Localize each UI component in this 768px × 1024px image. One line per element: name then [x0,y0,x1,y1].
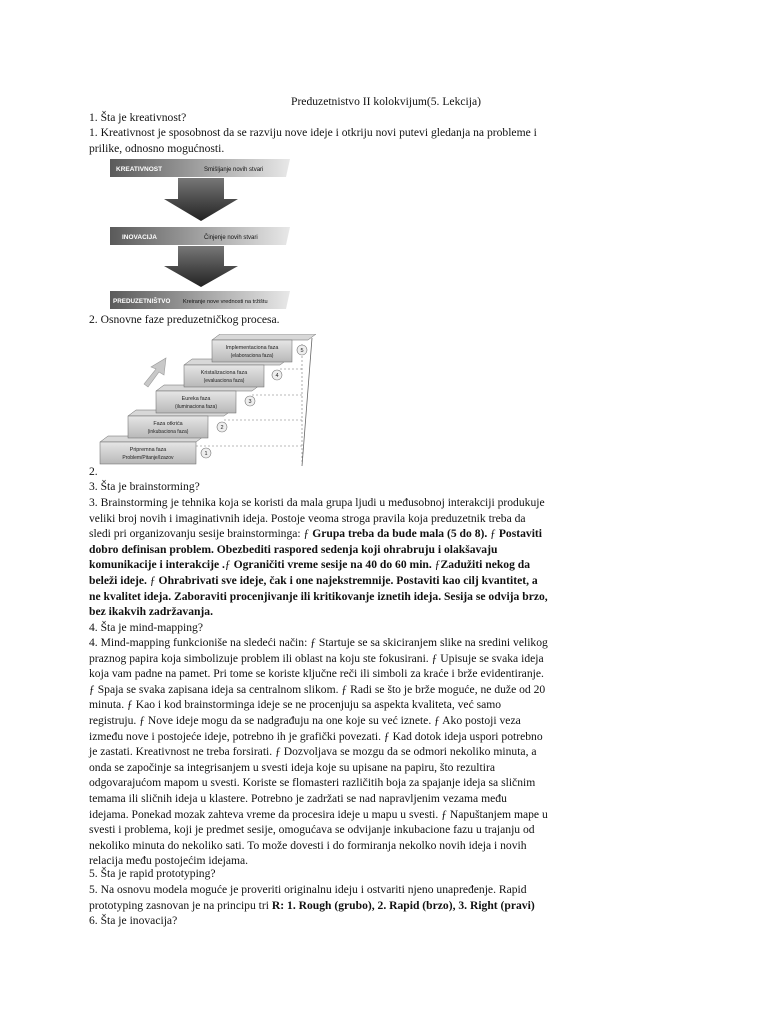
answer-1: 1. Kreativnost je sposobnost da se razviju nove ideje i otkriju novi putevi gledanja na probleme i prilike, odnosno mogućnosti. [89,126,537,155]
question-4: 4. Šta je mind-mapping? [89,621,203,634]
staircase-step-3 [156,385,260,413]
step-number: 5 [300,348,304,354]
answer-5: 5. Na osnovu modela moguće je proveriti originalnu ideju i ostvariti njeno unapređenje. Rapid prototyping zasnovan je na principu tri R: 1. Rough (grubo), 2. Rapid (brzo), 3. Right (pravi) [89,883,535,912]
step-number: 4 [275,373,279,379]
step-subtitle: (evaluaciona faza) [203,378,245,384]
step-title: Implementaciona faza [225,345,279,351]
staircase-step-4 [184,359,288,387]
down-arrow-icon [164,178,238,221]
staircase-step-5 [212,334,316,362]
diagram-bar-creativity [110,159,290,177]
step-number: 2 [220,425,224,431]
question-5: 5. Šta je rapid prototyping? [89,867,216,880]
question-6: 6. Šta je inovacija? [89,914,178,927]
step-title: Eureka faza [181,396,211,402]
question-1: 1. Šta je kreativnost? [89,111,187,124]
bar-text: Činjenje novih stvari [204,235,258,241]
bar-text: Kreiranje nove vrednosti na tržištu [183,299,268,305]
step-subtitle: (iluminaciona faza) [175,404,217,410]
bar-label: INOVACIJA [122,234,157,241]
staircase-step-2 [128,410,232,438]
diagram-bar-entrepreneurship [110,291,290,309]
question-2: 2. Osnovne faze preduzetničkog procesa. [89,313,280,326]
up-arrow-icon [144,358,166,387]
process-staircase-diagram [96,334,320,468]
bar-label: KREATIVNOST [116,166,163,173]
step-number: 3 [248,399,252,405]
question-3: 3. Šta je brainstorming? [89,480,200,493]
answer-4: 4. Mind-mapping funkcioniše na sledeći način: ƒ Startuje se sa skiciranjem slike na sredini velikog praznog papira koja simbolizuje problem ili oblast na koju ste fokusirani. ƒ Upisuje se svaka ideja koja vam padne na pamet. Pri tome se koriste ključne reči ili simboli za kraće i brže evidentiranje. ƒ Spaja se svaka zapisana ideja sa centralnom slikom. ƒ Radi se što je brže moguće, ne duže od 20 minuta. ƒ Kao i kod brainstorminga ideje se ne procenjuju sa aspekta kvaliteta, već samo registruju. ƒ Nove ideje mogu da se nadgrađuju na one koje su već iznete. ƒ Ako postoji veza između nove i postojeće ideje, potrebno ih je grafički povezati. ƒ Kad dotok ideja uspori potrebno je zastati. Kreativnost ne treba forsirati. ƒ Dozvoljava se mozgu da se odmori nekoliko minuta, a onda se započinje sa integrisanjem u svesti ideja koje su upisane na papiru, što rezultira odgovarajućom mapom u svesti. Koriste se flomasteri različitih boja za spajanje ideja sa sličnim temama ili sličnih ideja u klastere. Potrebno je zadržati se nad napravljenim vezama među idejama. Ponekad mozak zahteva vreme da procesira ideje u mapu u svesti. ƒ Napuštanjem mape u svesti i problema, koji je predmet sesije, omogućava se odvijanje inkubacione fazu u trajanju od nekoliko minuta do nekoliko sati. To može dovesti i do formiranja nekolko novih ideja i novih relacija među postojećim idejama. [89,636,548,868]
bar-label: PREDUZETNIŠTVO [113,298,171,305]
creativity-diagram [108,155,298,313]
step-subtitle: (inkubaciona faza) [147,429,189,435]
step-title: Faza otkrića [153,421,183,427]
staircase-step-1 [100,436,211,464]
step-title: Kristalizaciona faza [200,370,248,376]
bar-text: Smišljanje novih stvari [204,167,264,173]
answer-2: 2. [89,465,98,478]
page-title: Preduzetnistvo II kolokvijum(5. Lekcija) [291,95,481,108]
answer-3: 3. Brainstorming je tehnika koja se koristi da mala grupa ljudi u međusobnoj interakciji produkuje veliki broj novih i imaginativnih ideja. Postoje veoma stroga pravila koja preduzetnik treba da sledi pri organizovanju sesije brainstorminga: ƒ Grupa treba da bude mala (5 do 8). ƒ Postaviti dobro definisan problem. Obezbediti raspored sedenja koji ohrabruju i olakšavaju komunikacije i interakcije .ƒ Ograničiti vreme sesije na 40 do 60 min. ƒZadužiti nekog da beleži ideje. ƒ Ohrabrivati sve ideje, čak i one najekstremnije. Postaviti kao cilj kvantitet, a ne kvalitet ideja. Zaboraviti procenjivanje ili kritikovanje iznetih ideja. Sesija se odvija brzo, bez ikakvih zadržavanja. [89,496,548,619]
step-subtitle: Problem/Pitanje/Izazov [122,455,174,461]
step-subtitle: (elaboraciona faza) [230,353,274,359]
down-arrow-icon [164,246,238,287]
diagram-bar-innovation [110,227,290,245]
step-title: Pripremna faza [129,447,167,453]
step-number: 1 [204,451,208,457]
